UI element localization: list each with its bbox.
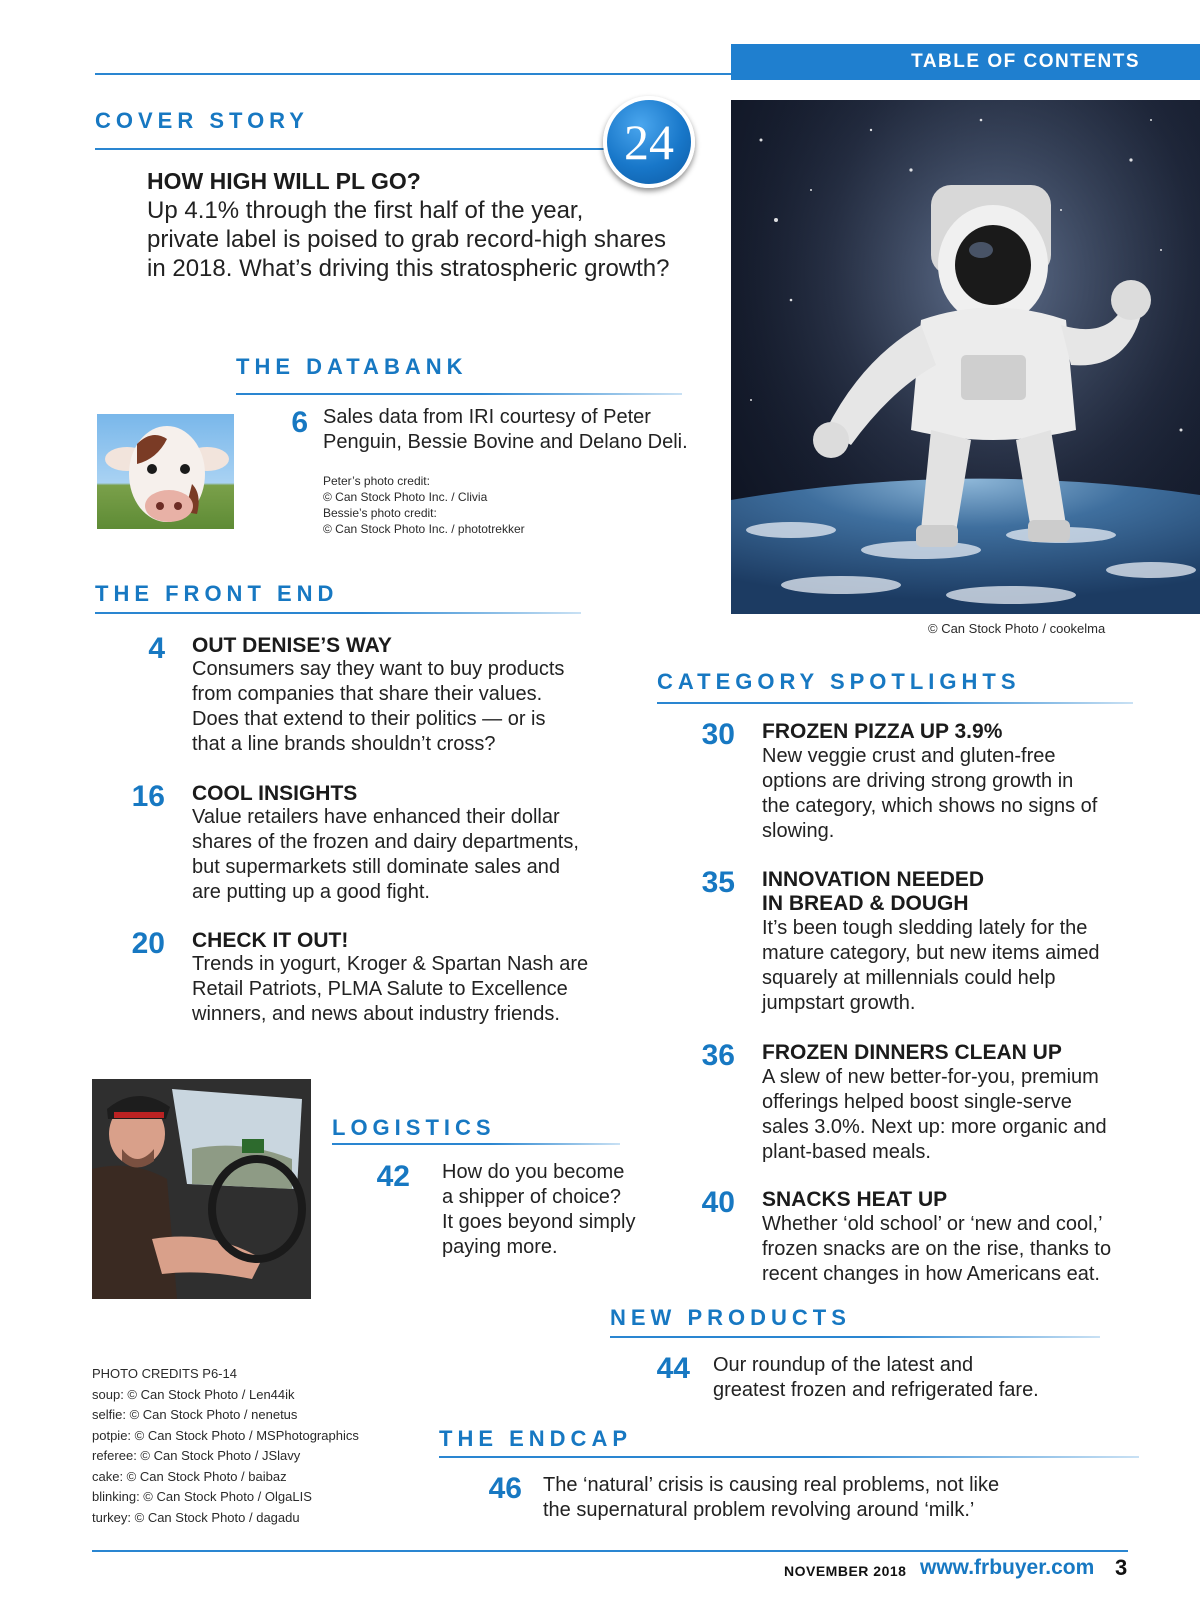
spotlight-item-description: It’s been tough sledding lately for the mature category, but new items aimed squarely at millennials could help jumpstart growth. — [762, 917, 1100, 1014]
front-end-item-page[interactable]: 4 — [148, 632, 165, 665]
photo-credit-line: soup: © Can Stock Photo / Len44ik — [92, 1386, 295, 1402]
spotlight-item-description: New veggie crust and gluten-free options are driving strong growth in the category, which shows no signs of slowing. — [762, 745, 1098, 842]
page-number: 3 — [1115, 1555, 1128, 1580]
front-end-item-headline[interactable]: CHECK IT OUT! — [192, 929, 349, 952]
table-of-contents-banner: TABLE OF CONTENTS — [731, 44, 1200, 80]
spotlight-item-headline[interactable]: FROZEN PIZZA UP 3.9% — [762, 720, 1003, 743]
logistics-rule — [332, 1143, 620, 1145]
databank-photo-credits: Peter’s photo credit: © Can Stock Photo Inc. / Clivia Bessie’s photo credit: © Can Stock Photo Inc. / phototrekker — [323, 474, 525, 536]
truck-driver-illustration — [92, 1079, 311, 1299]
endcap-title: THE ENDCAP — [439, 1426, 633, 1451]
cow-photo — [97, 414, 234, 529]
databank-description: Sales data from IRI courtesy of Peter Penguin, Bessie Bovine and Delano Deli. — [323, 406, 688, 453]
logistics-title: LOGISTICS — [332, 1115, 496, 1140]
front-end-item-headline[interactable]: OUT DENISE’S WAY — [192, 634, 392, 657]
category-spotlights-title: CATEGORY SPOTLIGHTS — [657, 669, 1021, 694]
photo-credit-line: referee: © Can Stock Photo / JSlavy — [92, 1448, 301, 1463]
endcap-rule — [439, 1456, 1139, 1458]
header-rule — [95, 73, 731, 75]
new-products-page-number[interactable]: 44 — [656, 1352, 690, 1385]
cover-story-page-badge[interactable]: 24 — [603, 96, 695, 188]
spotlight-item-page[interactable]: 40 — [701, 1186, 735, 1219]
front-end-item-description: Value retailers have enhanced their dollar shares of the frozen and dairy departments, but supermarkets still dominate sales and are putting up a good fight. — [192, 806, 579, 903]
front-end-item-page[interactable]: 20 — [131, 927, 165, 960]
issue-date: NOVEMBER 2018 — [784, 1563, 907, 1579]
spotlight-item-headline[interactable]: INNOVATION NEEDED IN BREAD & DOUGH — [762, 868, 985, 915]
spotlight-item-page[interactable]: 36 — [701, 1039, 735, 1072]
website-link[interactable]: www.frbuyer.com — [920, 1556, 1095, 1579]
front-end-item-description: Trends in yogurt, Kroger & Spartan Nash are Retail Patriots, PLMA Salute to Excellence winners, and news about industry friends. — [192, 953, 589, 1025]
spotlight-item-headline[interactable]: SNACKS HEAT UP — [762, 1188, 948, 1211]
new-products-rule — [610, 1336, 1100, 1338]
cow-illustration — [97, 414, 234, 529]
spotlight-item-headline[interactable]: FROZEN DINNERS CLEAN UP — [762, 1041, 1062, 1064]
photo-credit-line: cake: © Can Stock Photo / baibaz — [92, 1468, 287, 1484]
photo-credit-line: blinking: © Can Stock Photo / OlgaLIS — [92, 1489, 312, 1504]
spotlight-item-description: Whether ‘old school’ or ‘new and cool,’ frozen snacks are on the rise, thanks to recent changes in how Americans eat. — [762, 1213, 1112, 1285]
cover-story-headline[interactable]: HOW HIGH WILL PL GO? — [147, 168, 421, 194]
front-end-item-page[interactable]: 16 — [131, 780, 165, 813]
truck-driver-photo — [92, 1079, 311, 1299]
footer-rule — [92, 1550, 1128, 1552]
logistics-description[interactable]: How do you become a shipper of choice? It goes beyond simply paying more. — [442, 1161, 636, 1258]
photo-credits-title: PHOTO CREDITS P6-14 — [92, 1366, 237, 1381]
front-end-item-headline[interactable]: COOL INSIGHTS — [192, 782, 358, 805]
spotlight-item-description: A slew of new better-for-you, premium offerings helped boost single-serve sales 3.0%. Next up: more organic and plant-based meals. — [762, 1066, 1107, 1163]
logistics-page-number[interactable]: 42 — [376, 1160, 410, 1193]
databank-page-number[interactable]: 6 — [291, 406, 308, 439]
photo-credits — [92, 1364, 359, 1528]
front-end-rule — [95, 612, 581, 614]
endcap-description[interactable]: The ‘natural’ crisis is causing real problems, not like the supernatural problem revolving around ‘milk.’ — [543, 1474, 1000, 1521]
cover-story-title: COVER STORY — [95, 108, 309, 133]
new-products-description[interactable]: Our roundup of the latest and greatest frozen and refrigerated fare. — [713, 1354, 1039, 1401]
cover-story-description: Up 4.1% through the first half of the year, private label is poised to grab record-high shares in 2018. What’s driving this stratospheric growth? — [147, 197, 670, 282]
astronaut-illustration — [731, 100, 1200, 614]
photo-credit-line: potpie: © Can Stock Photo / MSPhotographics — [92, 1427, 359, 1443]
new-products-title: NEW PRODUCTS — [610, 1305, 851, 1330]
front-end-item-description: Consumers say they want to buy products from companies that share their values. Does that extend to their politics — or is that a line brands shouldn’t cross? — [192, 658, 565, 755]
spotlight-item-page[interactable]: 30 — [701, 718, 735, 751]
endcap-page-number[interactable]: 46 — [488, 1472, 522, 1505]
photo-credit-line: turkey: © Can Stock Photo / dagadu — [92, 1509, 300, 1525]
databank-title: THE DATABANK — [236, 354, 468, 379]
front-end-title: THE FRONT END — [95, 581, 339, 606]
category-spotlights-rule — [657, 702, 1133, 704]
astronaut-photo — [731, 100, 1200, 614]
photo-credit-line: selfie: © Can Stock Photo / nenetus — [92, 1407, 298, 1422]
spotlight-item-page[interactable]: 35 — [701, 866, 735, 899]
astronaut-photo-credit: © Can Stock Photo / cookelma — [928, 621, 1106, 636]
databank-rule — [236, 393, 682, 395]
cover-story-rule — [95, 148, 605, 150]
